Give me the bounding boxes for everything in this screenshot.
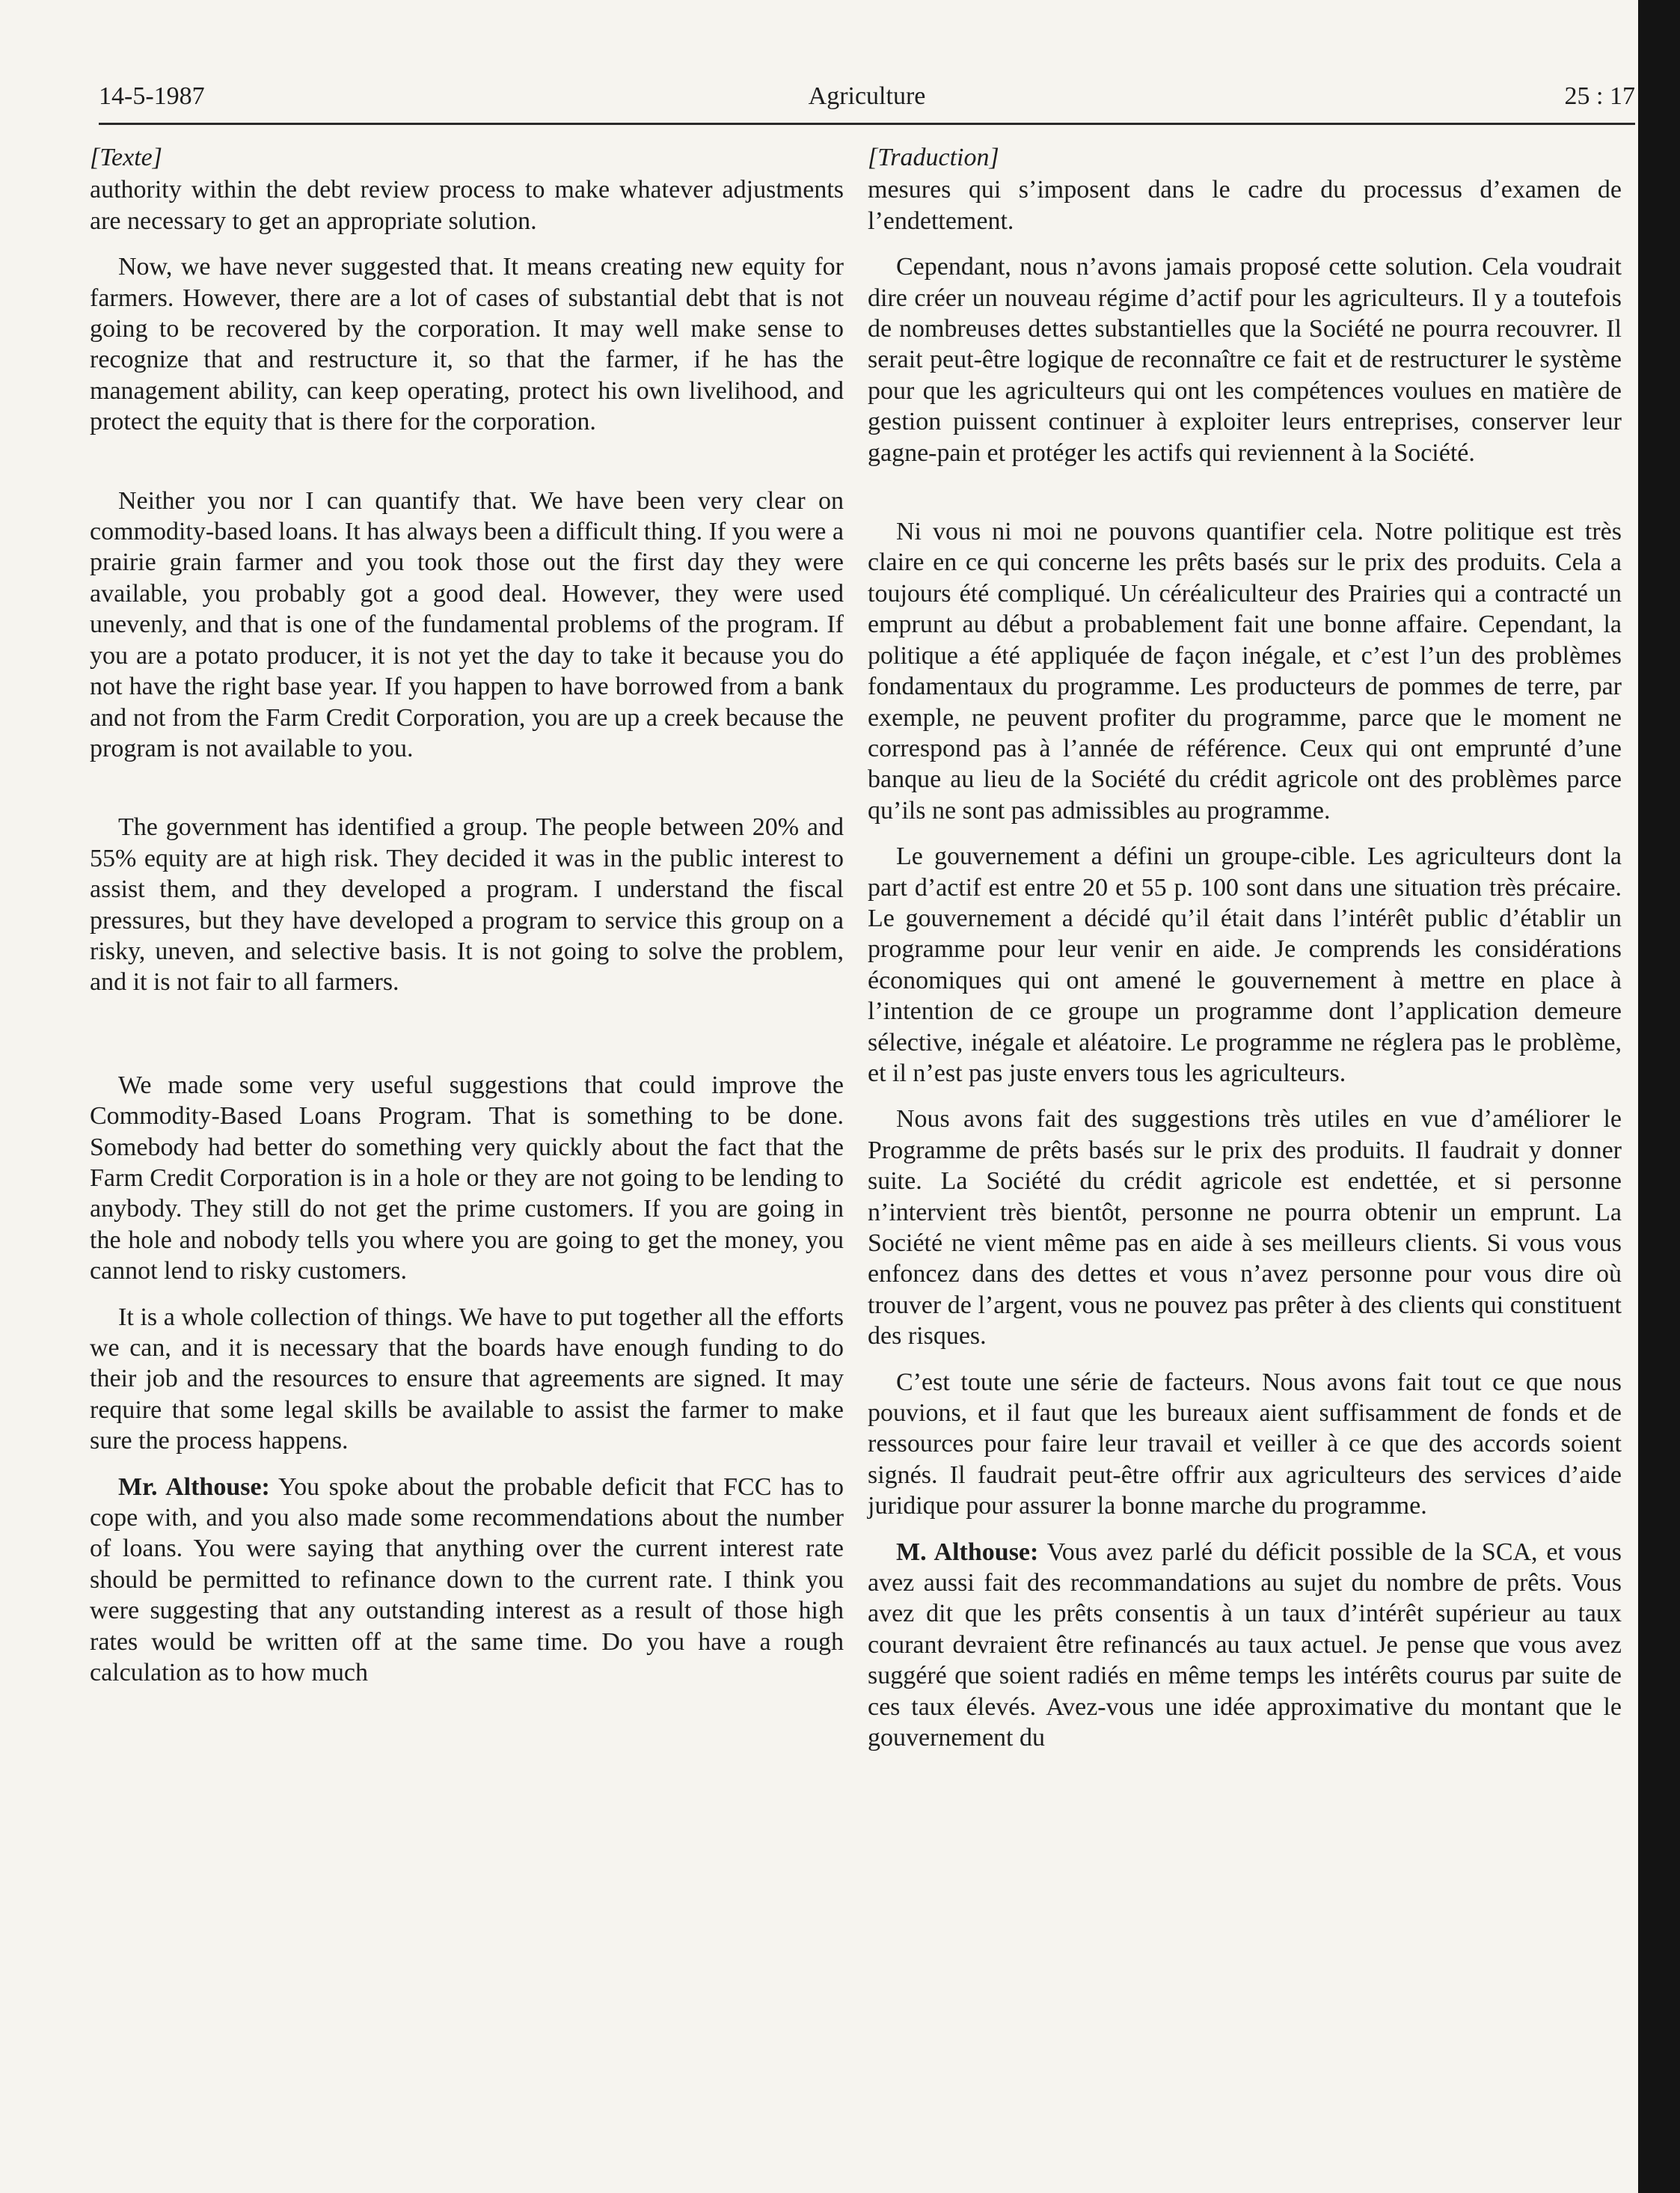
header-date: 14-5-1987 <box>99 82 205 110</box>
speaker-text: You spoke about the probable deficit that FCC has to cope with, and you also made some recommendations about the number of loans. You were saying that anything over the current interest rate should be permitted to refinance down to the current rate. I think you were suggesting that any outstanding interest as a result of those high rates would be written off at the same time. Do you have a rough calculation as to how much <box>90 1472 844 1687</box>
paragraph-speaker <box>90 1472 844 1689</box>
paragraph: Cependant, nous n’avons jamais proposé cette solution. Cela voudrait dire créer un nouveau régime d’actif pour les agriculteurs. Il y a toutefois de nombreuses dettes substantielles que la Société ne pourra recouvrer. Il serait peut-être logique de reconnaître ce fait et de restructurer le système pour que les agriculteurs qui ont les compétences voulues en matière de gestion puissent continuer à exploiter leurs entreprises, conserver leur gagne-pain et protéger les actifs qui reviennent à la Société. <box>868 253 1622 467</box>
right-column <box>868 142 1622 1754</box>
paragraph: The government has identified a group. The people between 20% and 55% equity are at high risk. They decided it was in the public interest to assist them, and they developed a program. I understand the fiscal pressures, but they have developed a program to service this group on a risky, uneven, and selective basis. It is not going to solve the problem, and it is not fair to all farmers. <box>90 813 844 997</box>
paragraph: Nous avons fait des suggestions très utiles en vue d’améliorer le Programme de prêts basés sur le prix des produits. Il faudrait y donner suite. La Société du crédit agricole est endettée, et si personne n’intervient très bientôt, personne ne pourra obtenir un emprunt. La Société ne vient même pas en aide à ses meilleurs clients. Si vous vous enfoncez dans des dettes et vous n’avez personne pour vous dire où trouver de l’argent, vous ne pouvez pas prêter à des clients qui constituent des risques. <box>868 1105 1622 1351</box>
scan-edge <box>1638 0 1680 2193</box>
paragraph: Le gouvernement a défini un groupe-cible. Les agriculteurs dont la part d’actif est entre 20 et 55 p. 100 sont dans une situation très précaire. Le gouvernement a décidé qu’il était dans l’intérêt public d’établir un programme pour leur venir en aide. Je comprends les considérations économiques qui ont amené le gouvernement à mettre en place à l’intention de ce groupe un programme dont l’application demeure sélective, inégale et aléatoire. Le programme ne réglera pas le problème, et il n’est pas juste envers tous les agriculteurs. <box>868 842 1622 1087</box>
page-header <box>99 82 1635 127</box>
paragraph: C’est toute une série de facteurs. Nous avons fait tout ce que nous pouvions, et il faut que les bureaux aient suffisamment de fonds et de ressources pour faire leur travail et veiller à ce que des accords soient signés. Il faudrait peut-être offrir aux agriculteurs des services d’aide juridique pour assurer la bonne marche du programme. <box>868 1368 1622 1520</box>
speaker-name: Mr. Althouse: <box>118 1472 270 1501</box>
paragraph: Now, we have never suggested that. It means creating new equity for farmers. However, there are a lot of cases of substantial debt that is not going to be recovered by the corporation. It may well make sense to recognize that and restructure it, so that the farmer, if he has the management ability, can keep operating, protect his own livelihood, and protect the equity that is there for the corporation. <box>90 253 844 436</box>
paragraph-speaker <box>868 1537 1622 1754</box>
paragraph: authority within the debt review process to make whatever adjustments are necessary to get an appropriate solution. <box>90 176 844 235</box>
header-page-number: 25 : 17 <box>1564 82 1635 110</box>
header-rule <box>99 123 1635 125</box>
paragraph: Neither you nor I can quantify that. We have been very clear on commodity-based loans. It has always been a difficult thing. If you were a prairie grain farmer and you took those out the first day they were available, you probably got a good deal. However, they were used unevenly, and that is one of the fundamental problems of the program. If you are a potato producer, it is not yet the day to take it because you do not have the right base year. If you happen to have borrowed from a bank and not from the Farm Credit Corporation, you are up a creek because the program is not available to you. <box>90 486 844 762</box>
left-column <box>90 142 844 1688</box>
column-label-traduction: [Traduction] <box>868 144 999 171</box>
header-title: Agriculture <box>808 82 926 110</box>
column-label-texte: [Texte] <box>90 144 162 171</box>
speaker-text: Vous avez parlé du déficit possible de la SCA, et vous avez aussi fait des recommandations au sujet du nombre de prêts. Vous avez dit que les prêts consentis à un taux d’intérêt supérieur au taux courant devraient être refinancés au taux actuel. Je pense que vous avez suggéré que soient radiés en même temps les intérêts courus par suite de ces taux élevés. Avez-vous une idée approximative du montant que le gouvernement du <box>868 1538 1622 1752</box>
paragraph: It is a whole collection of things. We have to put together all the efforts we can, and it is necessary that the boards have enough funding to do their job and the resources to ensure that agreements are signed. It may require that some legal skills be available to assist the farmer to make sure the process happens. <box>90 1303 844 1455</box>
paragraph: mesures qui s’imposent dans le cadre du processus d’examen de l’endettement. <box>868 176 1622 235</box>
paragraph: We made some very useful suggestions that could improve the Commodity-Based Loans Program. That is something to be done. Somebody had better do something very quickly about the fact that the Farm Credit Corporation is in a hole or they are not going to be lending to anybody. They still do not get the prime customers. If you are going in the hole and nobody tells you where you are going to get the money, you cannot lend to risky customers. <box>90 1071 844 1285</box>
speaker-name: M. Althouse: <box>896 1538 1039 1566</box>
paragraph: Ni vous ni moi ne pouvons quantifier cela. Notre politique est très claire en ce qui concerne les prêts basés sur le prix des produits. Cela a toujours été compliqué. Un céréaliculteur des Prairies qui a contracté un emprunt au début a probablement fait une bonne affaire. Cependant, la politique a été appliquée de façon inégale, et c’est l’un des problèmes fondamentaux du programme. Les producteurs de pommes de terre, par exemple, ne peuvent profiter du programme, parce que le moment ne correspond pas à l’année de référence. Ceux qui ont emprunté d’une banque au lieu de la Société du crédit agricole ont des problèmes parce qu’ils ne sont pas admissibles au programme. <box>868 518 1622 825</box>
